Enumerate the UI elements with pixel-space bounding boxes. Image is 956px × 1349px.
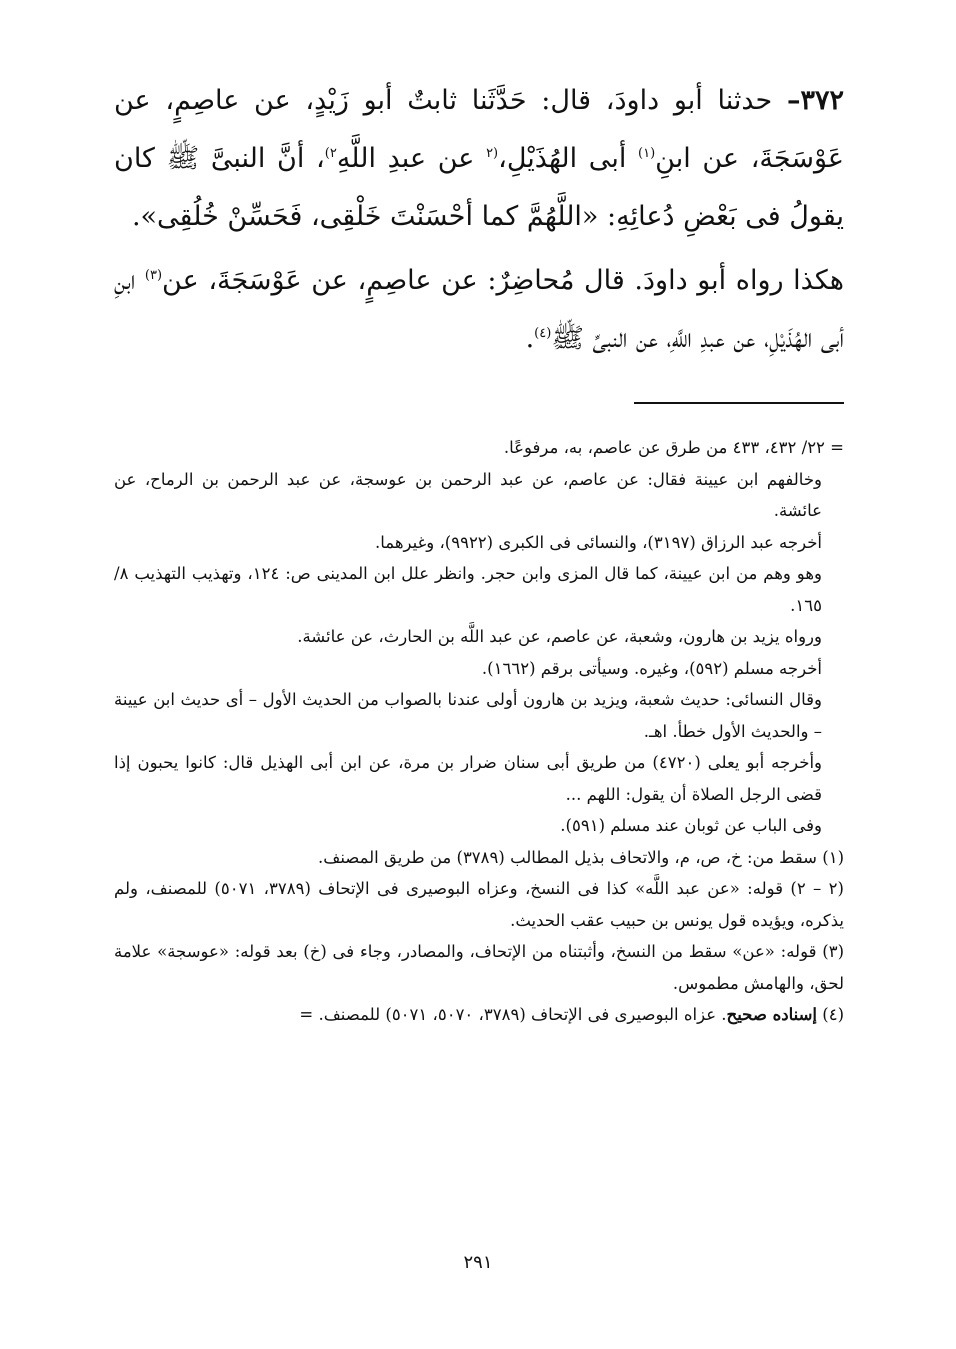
hadith-text [114,72,844,368]
footnote-text: . عزاه البوصيرى فى الإتحاف (٣٧٨٩، ٥٠٧٠، ٥٠٧١) للمصنف. = [299,1005,727,1024]
footnote-ref: (٣) [144,268,163,283]
hadith-text-part: هكذا رواه أبو داودَ. قال مُحاضِرٌ: عن عاصِمٍ، عن عَوْسَجَةَ، عن [162,265,844,296]
footnote-note: (٢ – ٢) قوله: «عن عبد اللَّه» كذا فى النسخ، وعزاه البوصيرى فى الإتحاف (٣٧٨٩، ٥٠٧١) للمصنف، ولم يذكره، ويؤيده قول يونس بن حبيب عقب الحديث. [114,879,844,930]
footnote-line: أخرجه مسلم (٥٩٢)، وغيره. وسيأتى برقم (١٦٦٢). [481,658,822,678]
footnote-line: وهو وهم من ابن عيينة، كما قال المزى وابن حجر. وانظر علل ابن المدينى ص: ١٢٤، وتهذيب التهذيب ٨/ ١٦٥. [114,564,822,615]
hadith-paragraph [114,252,844,368]
footnote-line: وخالفهم ابن عيينة فقال: عن عاصم، عن عبد الرحمن بن عوسجة، عن عبد الرحمن بن الرماح، عن عائشة. [114,469,822,520]
footnote-line: ورواه يزيد بن هارون، وشعبة، عن عاصم، عن عبد اللَّه بن الحارث، عن عائشة. [297,627,822,646]
hadith-text-part: ابنِ أبى الهُذَيْلِ، عن عبدِ اللَّهِ، عن النبىِّ ﷺ [114,265,844,354]
hadith-text-part: أبى الهُذَيْلِ، [498,143,638,174]
hadith-text-part: ، أنَّ النبىَّ ﷺ كان يقولُ فى بَعْضِ دُعائِهِ: «اللَّهُمَّ كما أحْسَنْتَ خَلْقِى، فَحَسِّنْ خُلُقِى». [114,143,844,232]
footnote-note: (٣) قوله: «عن» سقط من النسخ، وأثبتناه من الإتحاف، والمصادر، وجاء فى (خ) بعد قوله: «عوسجة» علامة لحق، والهامش مطموس. [114,942,844,993]
footnote-ref: (٤) [534,326,552,341]
hadith-text-part: عن عبدِ اللَّهِ [336,143,487,174]
footnote-line: وفى الباب عن ثوبان عند مسلم (٥٩١). [560,816,822,835]
footnote-note: (١) سقط من: خ، ص، م، والاتحاف بذيل المطالب (٣٧٨٩) من طريق المصنف. [318,847,844,867]
footnote-label: (٤) [817,1005,844,1024]
footnote-line: وأخرجه أبو يعلى (٤٧٢٠) من طريق أبى سنان ضرار بن مرة، عن ابن أبى الهذيل قال: كانوا يحبون إذا قضى الرجل الصلاة أن يقول: اللهم ... [114,753,823,804]
footnote-divider [634,402,844,404]
footnote-ref: (٢ [486,146,499,161]
footnotes [114,432,844,1031]
hadith-text-part: حدثنا أبو داودَ، قال: حَدَّثَنا ثابتٌ أبو زَيْدٍ، عن عاصِمٍ، عن عَوْسَجَةَ، عن ابنِ [114,85,845,174]
hadith-number: ٣٧٢– [786,85,844,116]
footnote-line: أخرجه عبد الرزاق (٣١٩٧)، والنسائى فى الكبرى (٩٩٢٢)، وغيرهما. [375,532,822,552]
hadith-paragraph [114,72,844,246]
footnote-line: = ٢٢/ ٤٣٢، ٤٣٣ من طرق عن عاصم، به، مرفوعًا. [503,438,844,457]
hadith-text-part: . [525,323,535,354]
footnote-verdict: إسناده صحيح [726,1005,817,1024]
page-number: ٢٩١ [463,1252,493,1273]
footnote-note [114,999,844,1031]
footnote-line: وقال النسائى: حديث شعبة، ويزيد بن هارون أولى عندنا بالصواب من الحديث الأول – أى حديث ابن عيينة – والحديث الأول خطأ. اهـ. [114,690,822,741]
footnote-ref: ٢) [324,146,337,161]
footnote-ref: (١) [638,146,656,161]
